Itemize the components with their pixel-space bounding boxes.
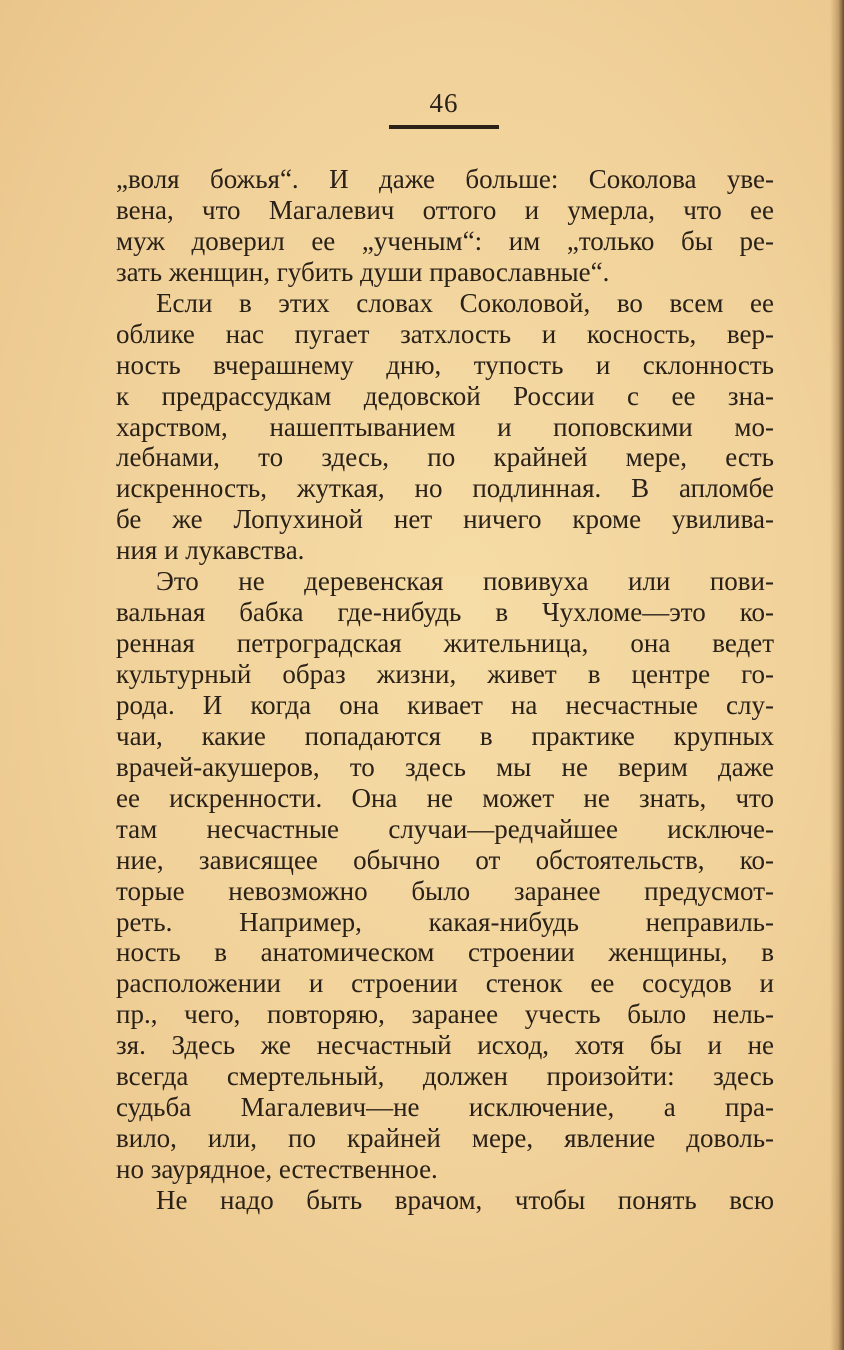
text-line: там несчастные случаи—редчайшее исключе- (116, 813, 774, 844)
text-line: бе же Лопухиной нет ничего кроме увилива- (116, 504, 774, 535)
text-line: зать женщин, губить души православные“. (116, 256, 610, 287)
text-line: ния и лукавства. (116, 535, 305, 566)
text-line: ность в анатомическом строении женщины, в (116, 937, 774, 968)
text-line: врачей-акушеров, то здесь мы не верим даже (116, 751, 774, 782)
text-line: но заурядное, естественное. (116, 1154, 438, 1184)
text-line: зя. Здесь же несчастный исход, хотя бы и не (116, 1030, 774, 1061)
text-line: всегда смертельный, должен произойти: здесь (116, 1061, 774, 1092)
text-line: вило, или, по крайней мере, явление доволь- (116, 1123, 774, 1154)
body-text (116, 164, 774, 1216)
text-line: пр., чего, повторяю, заранее учесть было нель- (116, 999, 774, 1030)
page-number: 46 (429, 88, 459, 118)
page-number-rule (389, 125, 499, 129)
text-line: муж доверил ее „ученым“: им „только бы ре- (116, 225, 774, 256)
text-line: лебнами, то здесь, по крайней мере, есть (116, 442, 774, 473)
text-line: судьба Магалевич—не исключение, а пра- (116, 1092, 774, 1123)
text-line: ние, зависящее обычно от обстоятельств, ко- (116, 844, 774, 875)
text-line: искренность, жуткая, но подлинная. В апломбе (116, 473, 774, 504)
text-line: облике нас пугает затхлость и косность, вер- (116, 318, 774, 349)
text-line: ренная петроградская жительница, она ведет (116, 628, 774, 659)
text-line: харством, нашептыванием и поповскими мо- (116, 411, 774, 442)
text-line: ее искренности. Она не может не знать, что (116, 782, 774, 813)
page-edge-shadow (830, 0, 844, 1350)
text-line: реть. Например, какая-нибудь неправиль- (116, 906, 774, 937)
text-line: культурный образ жизни, живет в центре го- (116, 659, 774, 689)
text-line: чаи, какие попадаются в практике крупных (116, 720, 774, 751)
text-line: расположении и строении стенок ее сосудов и (116, 968, 774, 999)
text-line: Если в этих словах Соколовой, во всем ее (156, 287, 774, 318)
text-line: вена, что Магалевич оттого и умерла, что ее (116, 194, 774, 225)
text-line: ность вчерашнему дню, тупость и склонность (116, 349, 774, 380)
text-line: „воля божья“. И даже больше: Соколова уве- (116, 164, 774, 194)
text-line: вальная бабка где-нибудь в Чухломе—это ко- (116, 597, 774, 628)
text-line: к предрассудкам дедовской России с ее зна- (116, 380, 774, 411)
text-line: Это не деревенская повивуха или пови- (156, 566, 774, 597)
text-line: торые невозможно было заранее предусмот- (116, 875, 774, 906)
text-line: Не надо быть врачом, чтобы понять всю (156, 1184, 774, 1215)
text-line: рода. И когда она кивает на несчастные слу- (116, 689, 774, 720)
